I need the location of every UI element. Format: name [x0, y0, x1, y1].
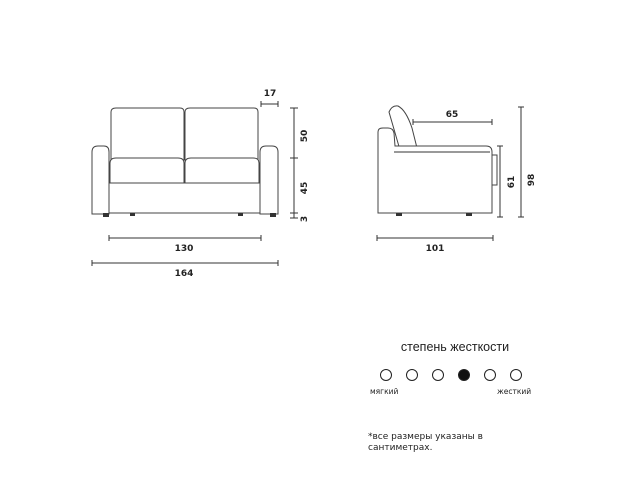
- dim-total-width: 164: [174, 269, 194, 279]
- firmness-dot-6: [510, 369, 522, 381]
- left-armrest: [92, 146, 109, 214]
- firmness-title: степень жесткости: [400, 340, 510, 354]
- dim-arm-height: 61: [507, 175, 517, 189]
- foot: [130, 213, 135, 216]
- foot: [466, 213, 472, 216]
- dim-armrest-depth: 17: [263, 89, 277, 99]
- foot: [103, 213, 109, 217]
- foot: [396, 213, 402, 216]
- sofa-base: [108, 183, 261, 213]
- seat-cushion-right: [185, 158, 259, 183]
- dim-leg-height: 3: [300, 215, 310, 223]
- side-body: [378, 128, 492, 213]
- firmness-max-label: жесткий: [497, 387, 532, 396]
- firmness-dot-1: [380, 369, 392, 381]
- dim-back-height: 50: [300, 129, 310, 143]
- back-cushion-right: [185, 108, 258, 160]
- front-panel: [492, 155, 497, 185]
- firmness-dot-2: [406, 369, 418, 381]
- firmness-min-label: мягкий: [370, 387, 399, 396]
- seat-cushion-left: [110, 158, 184, 183]
- front-view: [92, 89, 310, 279]
- foot: [270, 213, 276, 217]
- firmness-dot-3: [432, 369, 444, 381]
- foot: [238, 213, 243, 216]
- dim-seat-depth: 65: [445, 110, 459, 120]
- firmness-dot-4-selected: [458, 369, 470, 381]
- dim-total-height: 98: [527, 173, 537, 187]
- dim-seat-width: 130: [174, 244, 194, 254]
- back-cushion-left: [111, 108, 184, 160]
- firmness-dot-5: [484, 369, 496, 381]
- firmness-scale: [372, 367, 532, 387]
- dim-seat-height: 45: [300, 181, 310, 195]
- side-view: [377, 106, 537, 254]
- dim-total-depth: 101: [425, 244, 445, 254]
- right-armrest: [260, 146, 278, 214]
- dimensions-note: *все размеры указаны в сантиметрах.: [368, 432, 483, 453]
